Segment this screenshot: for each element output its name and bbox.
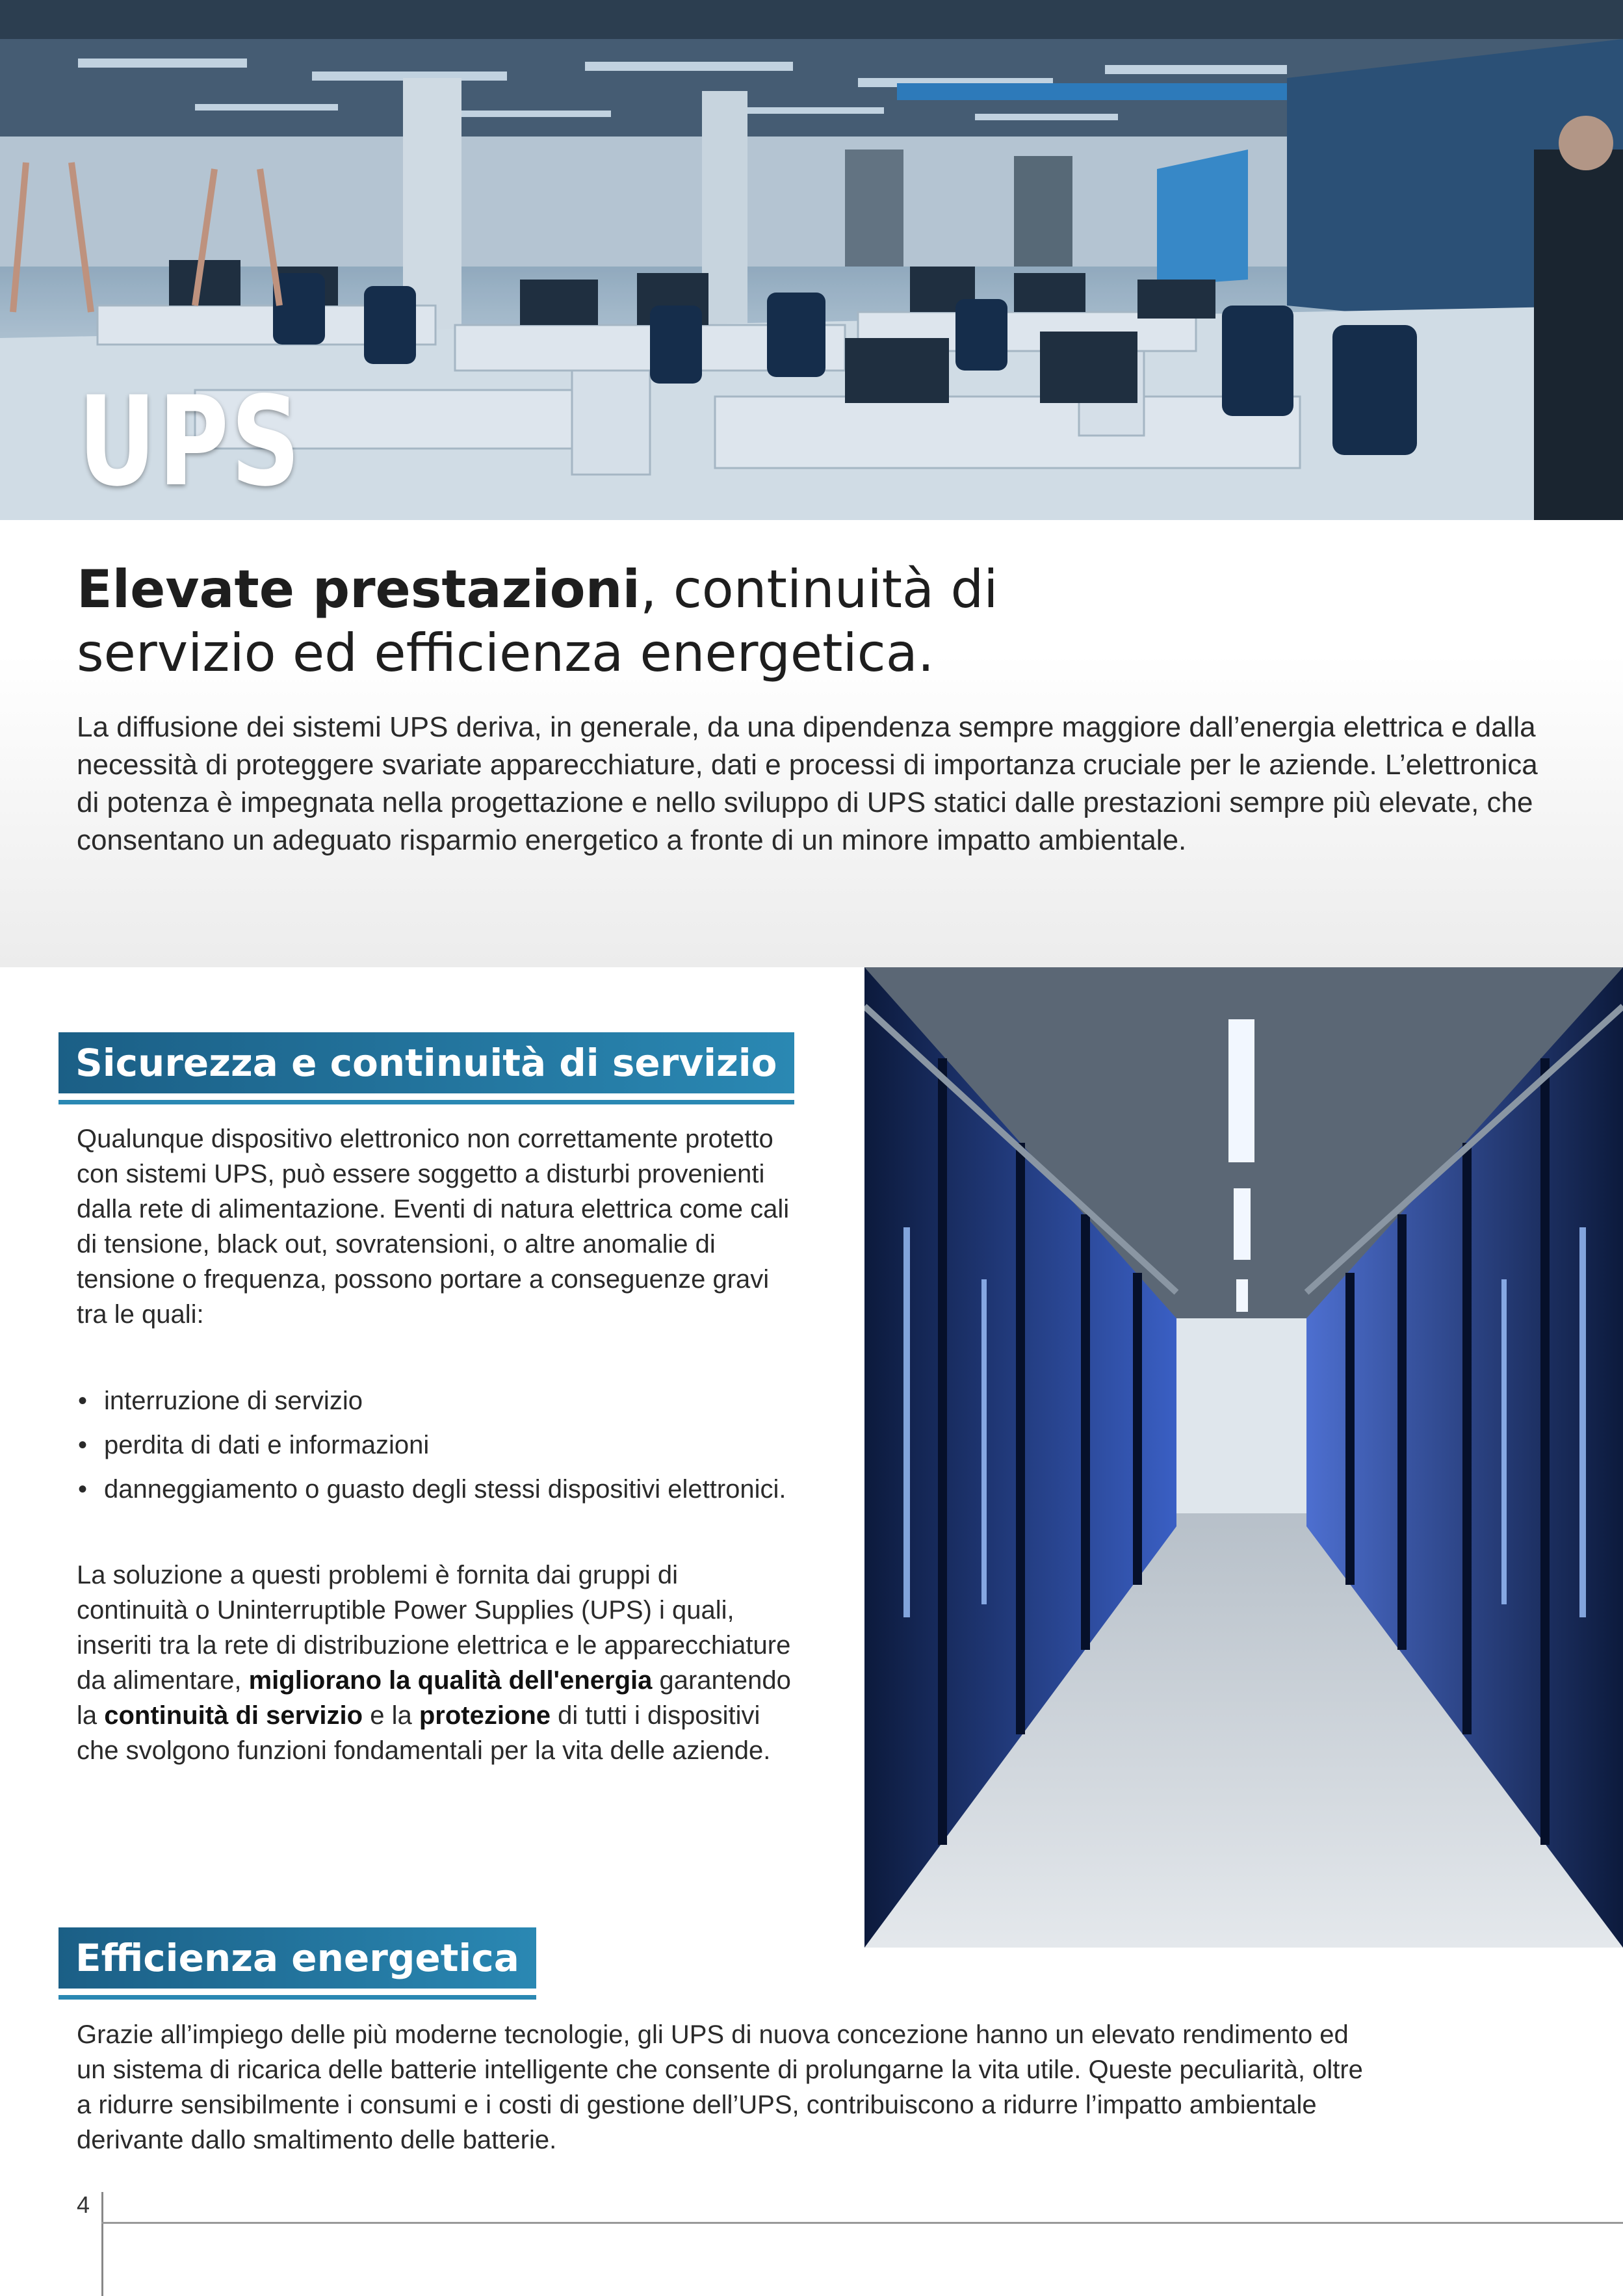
datacenter-illustration xyxy=(864,967,1623,1948)
section-header-efficienza xyxy=(58,1927,536,2000)
section-title-efficienza: Efficienza energetica xyxy=(58,1927,536,1989)
solution-text: La soluzione a questi problemi è fornita dai gruppi di continuità o Uninterruptible Power Supplies (UPS) i quali, inseriti tra la rete di distribuzione elettrica e le apparecchiature da alimentare, xyxy=(77,1561,791,1695)
list-item: • perdita di dati e informazioni xyxy=(77,1428,792,1463)
section2-paragraph: Grazie all’impiego delle più moderne tecnologie, gli UPS di nuova concezione hanno un elevato rendimento ed un sistema di ricarica delle batterie intelligente che consente di prolungarne la vita utile. Queste peculiarità, oltre a ridurre sensibilmente i consumi e i costi di gestione dell’UPS, contribuiscono a ridurre l’impatto ambientale derivante dallo smaltimento delle batterie. xyxy=(77,2020,1363,2154)
list-item: • interruzione di servizio xyxy=(77,1383,792,1418)
datacenter-corridor-image xyxy=(864,967,1623,1948)
footer-horizontal-rule xyxy=(101,2222,1623,2224)
hero-office-image xyxy=(0,0,1623,520)
solution-bold-quality: migliorano la qualità dell'energia xyxy=(248,1666,653,1695)
section-underline xyxy=(58,1995,536,2000)
solution-text: e la xyxy=(363,1701,419,1730)
solution-bold-continuity: continuità di servizio xyxy=(104,1701,363,1730)
section-title-sicurezza: Sicurezza e continuità di servizio xyxy=(58,1032,794,1093)
intro-section xyxy=(0,520,1623,967)
intro-heading-rest: , continuità di xyxy=(640,559,998,620)
section1-paragraph-main: Qualunque dispositivo elettronico non correttamente protetto con sistemi UPS, può essere soggetto a disturbi provenienti dalla rete di alimentazione. Eventi di natura elettrica come cali di tensione, black out, sovratensioni, o altre anomalie di tensione o frequenza, possono portare a conseguenze gravi xyxy=(77,1125,790,1294)
intro-heading-line2: servizio ed efficienza energetica. xyxy=(77,623,935,683)
solution-text: di tutti i dispositivi che svolgono funzioni fondamentali per la vita delle aziende. xyxy=(77,1701,771,1765)
solution-bold-protection: protezione xyxy=(419,1701,551,1730)
section-underline xyxy=(58,1100,794,1104)
hero-title: UPS xyxy=(78,370,303,514)
solution-paragraph xyxy=(77,1558,792,1768)
list-item: • danneggiamento o guasto degli stessi dispositivi elettronici. xyxy=(77,1472,792,1507)
intro-heading-bold: Elevate prestazioni xyxy=(77,559,640,620)
intro-paragraph: La diffusione dei sistemi UPS deriva, in generale, da una dipendenza sempre maggiore dall’energia elettrica e dalla necessità di proteggere svariate apparecchiature, dati e processi di importanza cruciale per le aziende. L’elettronica di potenza è impegnata nella progettazione e nello sviluppo di UPS statici dalle prestazioni sempre più elevate, che consentano un adeguato risparmio energetico a fronte di un minore impatto ambientale. xyxy=(77,711,1538,856)
section1-paragraph-tail: tra le quali: xyxy=(77,1300,204,1329)
section-header-sicurezza xyxy=(58,1032,794,1104)
consequences-list xyxy=(77,1383,792,1516)
section1-paragraph xyxy=(77,1121,792,1332)
footer-vertical-rule xyxy=(101,2192,103,2296)
intro-heading xyxy=(77,558,1182,685)
page-number: 4 xyxy=(77,2191,90,2218)
solution-text: garantendo la xyxy=(77,1666,791,1730)
